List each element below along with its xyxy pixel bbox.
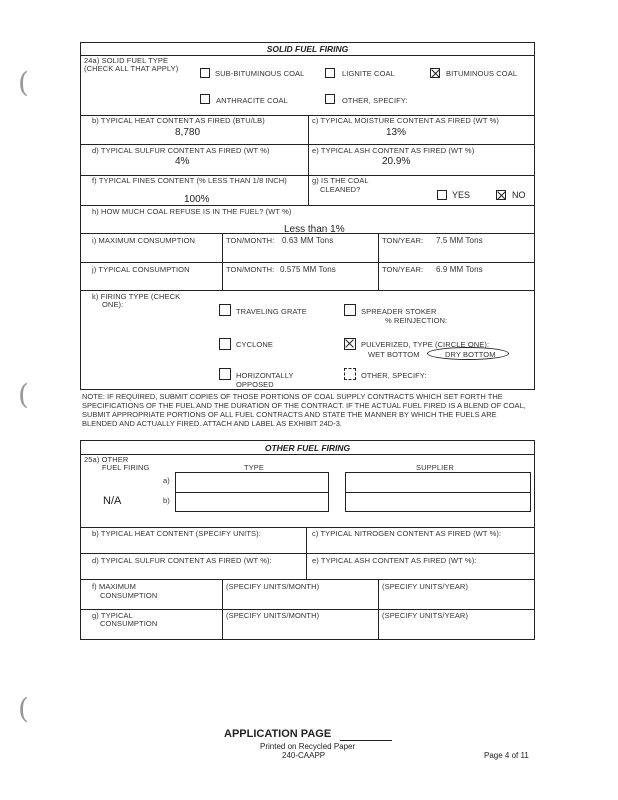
- other-typical-label: g) TYPICAL: [92, 611, 133, 620]
- refuse-label: h) HOW MUCH COAL REFUSE IS IN THE FUEL? (WT %): [92, 207, 292, 216]
- max-consumption-label: i) MAXIMUM CONSUMPTION: [92, 236, 196, 245]
- application-page-label: APPLICATION PAGE: [224, 728, 332, 740]
- moisture-label: c) TYPICAL MOISTURE CONTENT AS FIRED (WT %): [312, 116, 499, 125]
- option-opposed: OPPOSED: [236, 380, 274, 389]
- option-bituminous: BITUMINOUS COAL: [446, 69, 518, 78]
- page-number-line: [340, 740, 392, 741]
- other-ash-label: e) TYPICAL ASH CONTENT AS FIRED (WT %):: [312, 556, 477, 565]
- other-max-label-2: CONSUMPTION: [100, 591, 158, 600]
- ash-value[interactable]: 20.9%: [382, 156, 411, 167]
- other-typical-month[interactable]: (SPECIFY UNITS/MONTH): [226, 611, 320, 620]
- checkbox-pulverized[interactable]: [344, 338, 356, 350]
- option-cyclone: CYCLONE: [236, 340, 273, 349]
- heat-content-label: b) TYPICAL HEAT CONTENT AS FIRED (BTU/LB): [92, 116, 265, 125]
- firing-type-label: k) FIRING TYPE (CHECK: [92, 292, 181, 301]
- checkbox-sub-bituminous[interactable]: [200, 68, 210, 78]
- typical-year-value[interactable]: 6.9 MM Tons: [436, 265, 483, 274]
- margin-mark: (: [18, 378, 29, 411]
- fines-value[interactable]: 100%: [184, 194, 210, 205]
- row-b-label: b): [163, 496, 170, 505]
- max-year-value[interactable]: 7.5 MM Tons: [436, 236, 483, 245]
- checkbox-traveling-grate[interactable]: [219, 304, 231, 316]
- sulfur-label: d) TYPICAL SULFUR CONTENT AS FIRED (WT %): [92, 146, 270, 155]
- other-typical-label-2: CONSUMPTION: [100, 619, 158, 628]
- checkbox-lignite[interactable]: [325, 68, 335, 78]
- reinjection-label: % REINJECTION:: [385, 316, 448, 325]
- option-other: OTHER, SPECIFY:: [342, 96, 408, 105]
- cleaned-label: g) IS THE COAL: [312, 176, 369, 185]
- form-number: 240-CAAPP: [282, 751, 326, 760]
- max-month-value[interactable]: 0.63 MM Tons: [282, 236, 334, 245]
- q25a-label-2: FUEL FIRING: [102, 463, 150, 472]
- q24a-sublabel: (CHECK ALL THAT APPLY): [84, 64, 179, 73]
- type-column-header: TYPE: [244, 463, 264, 472]
- cleaned-yes-label: YES: [452, 190, 471, 200]
- margin-mark: (: [18, 66, 29, 99]
- supplier-column-header: SUPPLIER: [416, 463, 454, 472]
- cleaned-no-label: NO: [512, 190, 526, 200]
- option-sub-bituminous: SUB-BITUMINOUS COAL: [215, 69, 305, 78]
- checkbox-bituminous[interactable]: [430, 68, 440, 78]
- checkbox-cleaned-yes[interactable]: [437, 190, 447, 200]
- fines-label: f) TYPICAL FINES CONTENT (% LESS THAN 1/8 INCH): [92, 176, 287, 185]
- cleaned-label-2: CLEANED?: [320, 185, 361, 194]
- max-month-label: TON/MONTH:: [226, 236, 275, 245]
- max-year-label: TON/YEAR:: [382, 236, 424, 245]
- ash-label: e) TYPICAL ASH CONTENT AS FIRED (WT %): [312, 146, 475, 155]
- dry-bottom-option[interactable]: DRY BOTTOM: [445, 350, 496, 359]
- margin-mark: (: [18, 692, 29, 725]
- typical-year-label: TON/YEAR:: [382, 265, 424, 274]
- other-heat-label: b) TYPICAL HEAT CONTENT (SPECIFY UNITS):: [92, 529, 261, 538]
- typical-consumption-label: j) TYPICAL CONSUMPTION: [92, 265, 190, 274]
- option-lignite: LIGNITE COAL: [342, 69, 395, 78]
- not-applicable: N/A: [103, 495, 122, 507]
- q24a-label: 24a) SOLID FUEL TYPE: [84, 56, 169, 65]
- refuse-value[interactable]: Less than 1%: [284, 224, 345, 235]
- sulfur-value[interactable]: 4%: [175, 156, 190, 167]
- section-header: SOLID FUEL FIRING: [266, 44, 349, 54]
- other-sulfur-label: d) TYPICAL SULFUR CONTENT AS FIRED (WT %):: [92, 556, 272, 565]
- option-traveling-grate: TRAVELING GRATE: [236, 307, 307, 316]
- other-max-year[interactable]: (SPECIFY UNITS/YEAR): [382, 582, 469, 591]
- contract-note: NOTE: IF REQUIRED, SUBMIT COPIES OF THOSE PORTIONS OF COAL SUPPLY CONTRACTS WHICH SET FORTH THE SPECIFICATIONS OF THE FUEL AND THE DURATION OF THE CONTRACT. IF THE ACTUAL FUEL FIRED IS A BLEND OF COAL, SUBMIT APPROPRIATE PORTIONS OF ALL FUEL CONTRACTS AND STATE THE MANNER BY WHICH THE FUELS ARE BLENDED AND ACTUALLY FIRED. ATTACH AND LABEL AS EXHIBIT 24D-3.: [82, 392, 526, 428]
- checkbox-other-firing[interactable]: [344, 368, 356, 380]
- checkbox-cyclone[interactable]: [219, 338, 231, 350]
- option-anthracite: ANTHRACITE COAL: [216, 96, 288, 105]
- option-spreader-stoker: SPREADER STOKER: [361, 307, 437, 316]
- heat-content-value[interactable]: 8,780: [175, 127, 201, 138]
- other-max-label: f) MAXIMUM: [92, 582, 136, 591]
- option-horizontally: HORIZONTALLY: [236, 371, 294, 380]
- other-max-month[interactable]: (SPECIFY UNITS/MONTH): [226, 582, 320, 591]
- wet-bottom-option[interactable]: WET BOTTOM: [368, 350, 420, 359]
- typical-month-value[interactable]: 0.575 MM Tons: [280, 265, 336, 274]
- recycled-paper-text: Printed on Recycled Paper: [260, 742, 356, 751]
- checkbox-anthracite[interactable]: [200, 94, 210, 104]
- option-pulverized: PULVERIZED, TYPE (CIRCLE ONE):: [361, 340, 490, 349]
- checkbox-horizontally-opposed[interactable]: [219, 368, 231, 380]
- other-nitrogen-label: c) TYPICAL NITROGEN CONTENT AS FIRED (WT %):: [312, 529, 502, 538]
- q25a-label: 25a) OTHER: [84, 455, 129, 464]
- other-typical-year[interactable]: (SPECIFY UNITS/YEAR): [382, 611, 469, 620]
- row-a-label: a): [163, 476, 170, 485]
- page-count: Page 4 of 11: [484, 751, 529, 760]
- section-header: OTHER FUEL FIRING: [264, 443, 351, 453]
- checkbox-other[interactable]: [325, 94, 335, 104]
- typical-month-label: TON/MONTH:: [226, 265, 275, 274]
- moisture-value[interactable]: 13%: [386, 127, 407, 138]
- checkbox-spreader-stoker[interactable]: [344, 304, 356, 316]
- firing-type-label-2: ONE):: [102, 300, 124, 309]
- option-other-firing: OTHER, SPECIFY:: [361, 371, 427, 380]
- checkbox-cleaned-no[interactable]: [496, 190, 506, 200]
